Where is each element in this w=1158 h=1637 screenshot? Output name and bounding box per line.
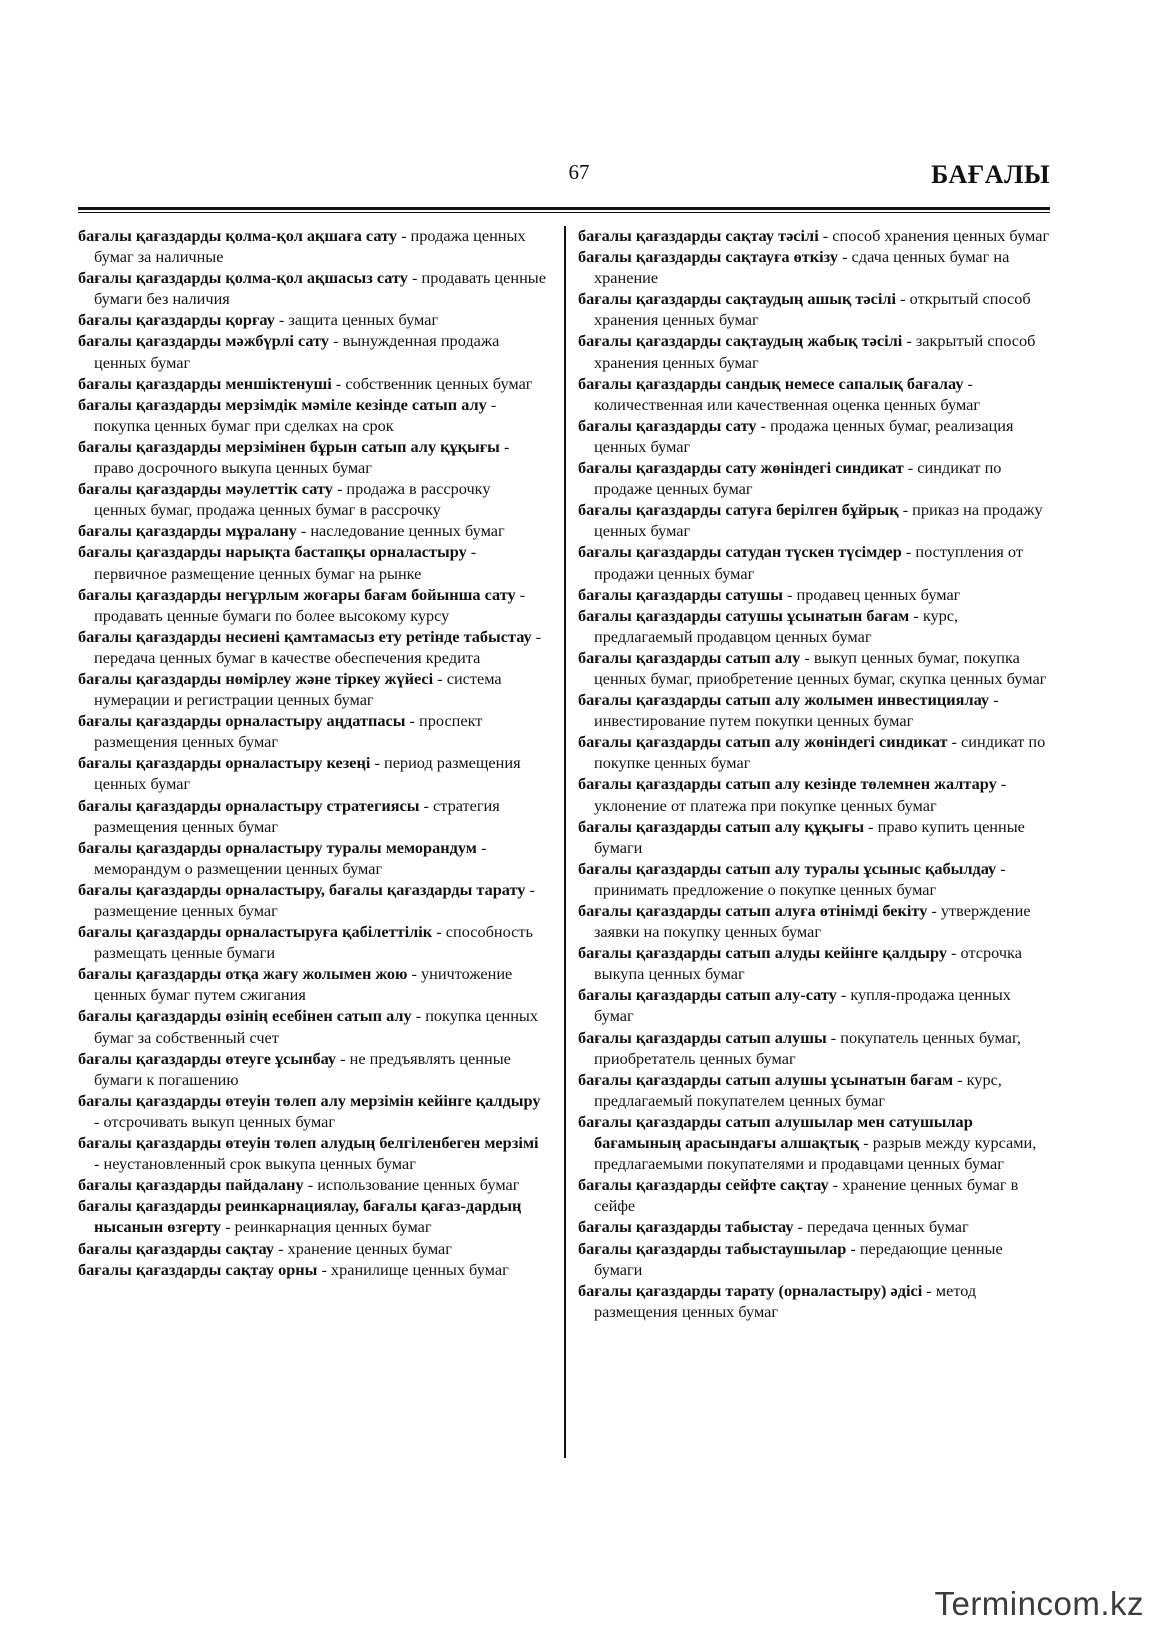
entry-term: бағалы қағаздарды мәулеттік сату	[78, 479, 333, 499]
entry-definition: - отсрочка выкупа ценных бумаг	[594, 943, 1022, 984]
entry-term: бағалы қағаздарды орналастыру стратегиясы	[78, 795, 420, 815]
entry-term: бағалы қағаздарды сатушы ұсынатын бағам	[578, 605, 910, 625]
entry-definition: - метод размещения ценных бумаг	[594, 1280, 977, 1321]
entry-term: бағалы қағаздарды орналастыруға қабілеттілік	[78, 922, 433, 942]
dictionary-entry	[578, 773, 1050, 815]
entry-term: бағалы қағаздарды сандық немесе сапалық бағалау	[578, 373, 964, 393]
site-logo: Termincom.kz	[934, 1585, 1144, 1622]
dictionary-entry	[578, 499, 1050, 541]
dictionary-entry	[78, 584, 546, 626]
entry-definition: - выкуп ценных бумаг, покупка ценных бумаг, приобретение ценных бумаг, скупка ценных бумаг	[594, 647, 1047, 688]
entry-term: бағалы қағаздарды мәжбүрлі сату	[78, 331, 330, 351]
dictionary-entry	[578, 330, 1050, 372]
dictionary-entry	[578, 1069, 1050, 1111]
entry-term: бағалы қағаздарды орналастыру аңдатпасы	[78, 711, 406, 731]
entry-term: бағалы қағаздарды табыстау	[578, 1217, 794, 1237]
entry-term: бағалы қағаздарды сақтау	[78, 1238, 275, 1258]
entry-term: бағалы қағаздарды сатып алу жолымен инвестициялау	[578, 690, 990, 710]
entry-term: бағалы қағаздарды қорғау	[78, 310, 275, 330]
entry-definition: - неустановленный срок выкупа ценных бумаг	[94, 1154, 416, 1174]
entry-definition: - отсрочивать выкуп ценных бумаг	[94, 1111, 336, 1131]
dictionary-entry	[578, 1280, 1050, 1322]
dictionary-entry	[78, 1174, 546, 1195]
entry-term: бағалы қағаздарды орналастыру кезеңі	[78, 753, 371, 773]
dictionary-entry	[78, 1238, 546, 1259]
dictionary-entry	[78, 541, 546, 583]
entry-term: бағалы қағаздарды сатудан түскен түсімдер	[578, 542, 902, 562]
dictionary-entry	[78, 436, 546, 478]
section-title: БАҒАЛЫ	[931, 160, 1050, 189]
dictionary-entry	[78, 879, 546, 921]
dictionary-entry	[78, 1090, 546, 1132]
entry-definition: - утверждение заявки на покупку ценных бумаг	[594, 901, 1031, 942]
entry-definition: - собственник ценных бумаг	[331, 373, 533, 393]
entry-definition: - приказ на продажу ценных бумаг	[594, 500, 1043, 541]
dictionary-entry	[78, 520, 546, 541]
entry-term: бағалы қағаздарды өзінің есебінен сатып алу	[78, 1006, 412, 1026]
entry-definition: - продавец ценных бумаг	[782, 584, 961, 604]
dictionary-entry	[78, 1195, 546, 1237]
entry-definition: - открытый способ хранения ценных бумаг	[594, 289, 1031, 330]
column-divider	[564, 226, 566, 1458]
dictionary-entry	[578, 288, 1050, 330]
entry-term: бағалы қағаздарды сақтаудың ашық тәсілі	[578, 289, 897, 309]
entry-term: бағалы қағаздарды қолма-қол ақшаға сату	[78, 226, 397, 245]
dictionary-entry	[578, 541, 1050, 583]
dictionary-entry	[578, 1238, 1050, 1280]
entry-term: бағалы қағаздарды сақтауға өткізу	[578, 247, 838, 267]
dictionary-entry	[578, 605, 1050, 647]
entry-term: бағалы қағаздарды сақтау тәсілі	[578, 226, 819, 245]
dictionary-entry	[578, 858, 1050, 900]
entry-definition: - способность размещать ценные бумаги	[94, 922, 533, 963]
entry-definition: - первичное размещение ценных бумаг на рынке	[94, 542, 477, 583]
entry-term: бағалы қағаздарды мұралану	[78, 521, 297, 541]
entry-term: бағалы қағаздарды сатып алу-сату	[578, 985, 837, 1005]
entry-definition: - не предъявлять ценные бумаги к погашению	[94, 1048, 511, 1089]
entry-term: бағалы қағаздарды сатып алуға өтінімді бекіту	[578, 901, 928, 920]
entry-definition: - продажа ценных бумаг, реализация ценных бумаг	[594, 415, 1014, 456]
dictionary-entry	[78, 963, 546, 1005]
entry-term: бағалы қағаздарды өтеуге ұсынбау	[78, 1048, 337, 1068]
dictionary-entry	[78, 309, 546, 330]
entry-definition: - хранение ценных бумаг в сейфе	[594, 1175, 1019, 1216]
entry-term: бағалы қағаздарды мерзімінен бұрын сатып алу құқығы	[78, 436, 500, 456]
dictionary-entry	[78, 752, 546, 794]
entry-definition: - курс, предлагаемый продавцом ценных бумаг	[594, 605, 959, 646]
dictionary-entry	[78, 478, 546, 520]
entry-definition: - разрыв между курсами, предлагаемыми покупателями и продавцами ценных бумаг	[594, 1133, 1037, 1174]
dictionary-entry	[78, 837, 546, 879]
dictionary-entry	[578, 1111, 1050, 1174]
entry-term: бағалы қағаздарды нарықта бастапқы орналастыру	[78, 542, 467, 562]
dictionary-entry	[578, 900, 1050, 942]
entry-definition: - размещение ценных бумаг	[94, 879, 535, 920]
entry-definition: - сдача ценных бумаг на хранение	[594, 247, 1010, 288]
entry-term: бағалы қағаздарды негұрлым жоғары бағам бойынша сату	[78, 584, 516, 604]
entry-definition: - инвестирование путем покупки ценных бумаг	[594, 690, 999, 731]
entry-term: бағалы қағаздарды мерзімдік мәміле кезінде сатып алу	[78, 394, 487, 414]
entry-term: бағалы қағаздарды реинкарнациялау, бағалы қағаз-дардың нысанын өзгерту	[78, 1196, 522, 1237]
entry-term: бағалы қағаздарды нөмірлеу және тіркеу жүйесі	[78, 668, 434, 688]
entry-definition: - купля-продажа ценных бумаг	[594, 985, 1011, 1026]
dictionary-entry	[78, 626, 546, 668]
dictionary-entry	[578, 816, 1050, 858]
entry-term: бағалы қағаздарды орналастыру, бағалы қағаздарды тарату	[78, 879, 526, 899]
entry-definition: - право досрочного выкупа ценных бумаг	[94, 436, 510, 478]
entry-term: бағалы қағаздарды сатып алу туралы ұсыныс қабылдау	[578, 858, 997, 878]
entry-term: бағалы қағаздарды сатуға берілген бұйрық	[578, 500, 899, 520]
header-rule-thick	[78, 207, 1050, 210]
dictionary-entry	[78, 668, 546, 710]
dictionary-entry	[578, 246, 1050, 288]
dictionary-entry	[578, 415, 1050, 457]
dictionary-entry	[78, 330, 546, 372]
entry-definition: - меморандум о размещении ценных бумаг	[94, 837, 487, 878]
entry-definition: - покупка ценных бумаг при сделках на срок	[94, 394, 497, 435]
entry-term: бағалы қағаздарды өтеуін төлеп алу мерзімін кейінге қалдыру	[78, 1090, 541, 1110]
entry-term: бағалы қағаздарды сатып алу құқығы	[578, 816, 865, 836]
entry-term: бағалы қағаздарды сейфте сақтау	[578, 1175, 829, 1195]
entry-definition: - закрытый способ хранения ценных бумаг	[594, 331, 1036, 372]
entry-definition: - продавать ценные бумаги по более высокому курсу	[94, 584, 526, 625]
dictionary-entry	[578, 689, 1050, 731]
entry-term: бағалы қағаздарды сату	[578, 415, 757, 435]
entry-definition: - продажа в рассрочку ценных бумаг, продажа ценных бумаг в рассрочку	[94, 479, 491, 520]
entry-definition: - хранилище ценных бумаг	[317, 1259, 509, 1279]
header-rule-thin	[78, 212, 1050, 213]
entry-definition: - наследование ценных бумаг	[296, 521, 505, 541]
dictionary-entry	[578, 984, 1050, 1026]
entry-term: бағалы қағаздарды сатып алу кезінде төлемнен жалтару	[578, 774, 997, 794]
dictionary-entry	[578, 731, 1050, 773]
entry-definition: - покупка ценных бумаг за собственный счет	[94, 1006, 538, 1047]
entry-term: бағалы қағаздарды сатып алу	[578, 647, 801, 667]
entry-definition: - право купить ценные бумаги	[594, 816, 1025, 857]
entry-definition: - период размещения ценных бумаг	[94, 753, 521, 794]
entry-term: бағалы қағаздарды отқа жағу жолымен жою	[78, 964, 408, 984]
dictionary-entry	[78, 394, 546, 436]
entry-term: бағалы қағаздарды тарату (орналастыру) әдісі	[578, 1280, 923, 1300]
entry-term: бағалы қағаздарды сатып алуды кейінге қалдыру	[578, 943, 947, 963]
entry-definition: - количественная или качественная оценка ценных бумаг	[594, 373, 981, 414]
entry-definition: - продажа ценных бумаг за наличные	[94, 226, 526, 267]
entry-term: бағалы қағаздарды орналастыру туралы меморандум	[78, 837, 477, 857]
dictionary-entry	[78, 921, 546, 963]
dictionary-entry	[78, 373, 546, 394]
dictionary-entry	[78, 1259, 546, 1280]
dictionary-entry	[578, 1174, 1050, 1216]
dictionary-entry	[578, 584, 1050, 605]
entry-definition: - синдикат по продаже ценных бумаг	[594, 458, 1002, 499]
dictionary-entry	[78, 1005, 546, 1047]
entry-definition: - синдикат по покупке ценных бумаг	[594, 732, 1046, 773]
entry-definition: - проспект размещения ценных бумаг	[94, 711, 483, 752]
right-column	[578, 225, 1050, 1322]
entry-term: бағалы қағаздарды қолма-қол ақшасыз сату	[78, 268, 408, 288]
dictionary-entry	[78, 267, 546, 309]
left-column	[78, 225, 546, 1280]
entry-term: бағалы қағаздарды сатып алушы ұсынатын бағам	[578, 1069, 954, 1089]
entry-definition: - защита ценных бумаг	[274, 310, 439, 330]
dictionary-entry	[578, 647, 1050, 689]
entry-definition: - передающие ценные бумаги	[594, 1238, 1003, 1279]
entry-definition: - использование ценных бумаг	[303, 1175, 520, 1195]
dictionary-entry	[78, 710, 546, 752]
dictionary-entry	[578, 1027, 1050, 1069]
dictionary-entry	[78, 795, 546, 837]
dictionary-entry	[578, 457, 1050, 499]
entry-definition: - способ хранения ценных бумаг	[818, 226, 1050, 245]
entry-term: бағалы қағаздарды несиені қамтамасыз ету ретінде табыстау	[78, 626, 532, 646]
dictionary-entry	[78, 225, 546, 267]
entry-term: бағалы қағаздарды сатып алу жөніндегі синдикат	[578, 732, 948, 752]
entry-term: бағалы қағаздарды сату жөніндегі синдикат	[578, 458, 904, 478]
entry-definition: - реинкарнация ценных бумаг	[221, 1217, 432, 1237]
entry-term: бағалы қағаздарды өтеуін төлеп алудың белгіленбеген мерзімі	[78, 1133, 539, 1153]
entry-definition: - передача ценных бумаг в качестве обеспечения кредита	[94, 626, 542, 667]
page-number: 67	[568, 160, 590, 184]
entry-term: бағалы қағаздарды сатып алушылар мен сатушылар бағамының арасындағы алшақтық	[578, 1111, 973, 1153]
entry-definition: - уничтожение ценных бумаг путем сжигания	[94, 964, 513, 1005]
entry-definition: - принимать предложение о покупке ценных бумаг	[594, 858, 1006, 899]
entry-definition: - покупатель ценных бумаг, приобретатель ценных бумаг	[594, 1027, 1021, 1068]
entry-term: бағалы қағаздарды сақтаудың жабық тәсілі	[578, 331, 903, 351]
dictionary-entry	[578, 1216, 1050, 1237]
entry-definition: - система нумерации и регистрации ценных бумаг	[94, 668, 502, 710]
entry-definition: - курс, предлагаемый покупателем ценных бумаг	[594, 1069, 1002, 1110]
dictionary-entry	[578, 373, 1050, 415]
entry-term: бағалы қағаздарды сақтау орны	[78, 1259, 318, 1279]
dictionary-entry	[578, 942, 1050, 984]
dictionary-entry	[78, 1048, 546, 1090]
entry-term: бағалы қағаздарды сатушы	[578, 584, 783, 604]
dictionary-entry	[578, 225, 1050, 246]
entry-term: бағалы қағаздарды меншіктенуші	[78, 373, 332, 393]
entry-definition: - вынужденная продажа ценных бумаг	[94, 331, 500, 372]
entry-definition: - стратегия размещения ценных бумаг	[94, 795, 500, 836]
entry-term: бағалы қағаздарды табыстаушылар	[578, 1238, 847, 1258]
entry-definition: - передача ценных бумаг	[793, 1217, 969, 1237]
dictionary-entry	[78, 1132, 546, 1174]
entry-term: бағалы қағаздарды пайдалану	[78, 1175, 304, 1195]
entry-definition: - уклонение от платежа при покупке ценных бумаг	[594, 774, 1007, 815]
entry-definition: - поступления от продажи ценных бумаг	[594, 542, 1023, 583]
entry-term: бағалы қағаздарды сатып алушы	[578, 1027, 827, 1047]
entry-definition: - хранение ценных бумаг	[274, 1238, 452, 1258]
entry-definition: - продавать ценные бумаги без наличия	[94, 268, 546, 309]
